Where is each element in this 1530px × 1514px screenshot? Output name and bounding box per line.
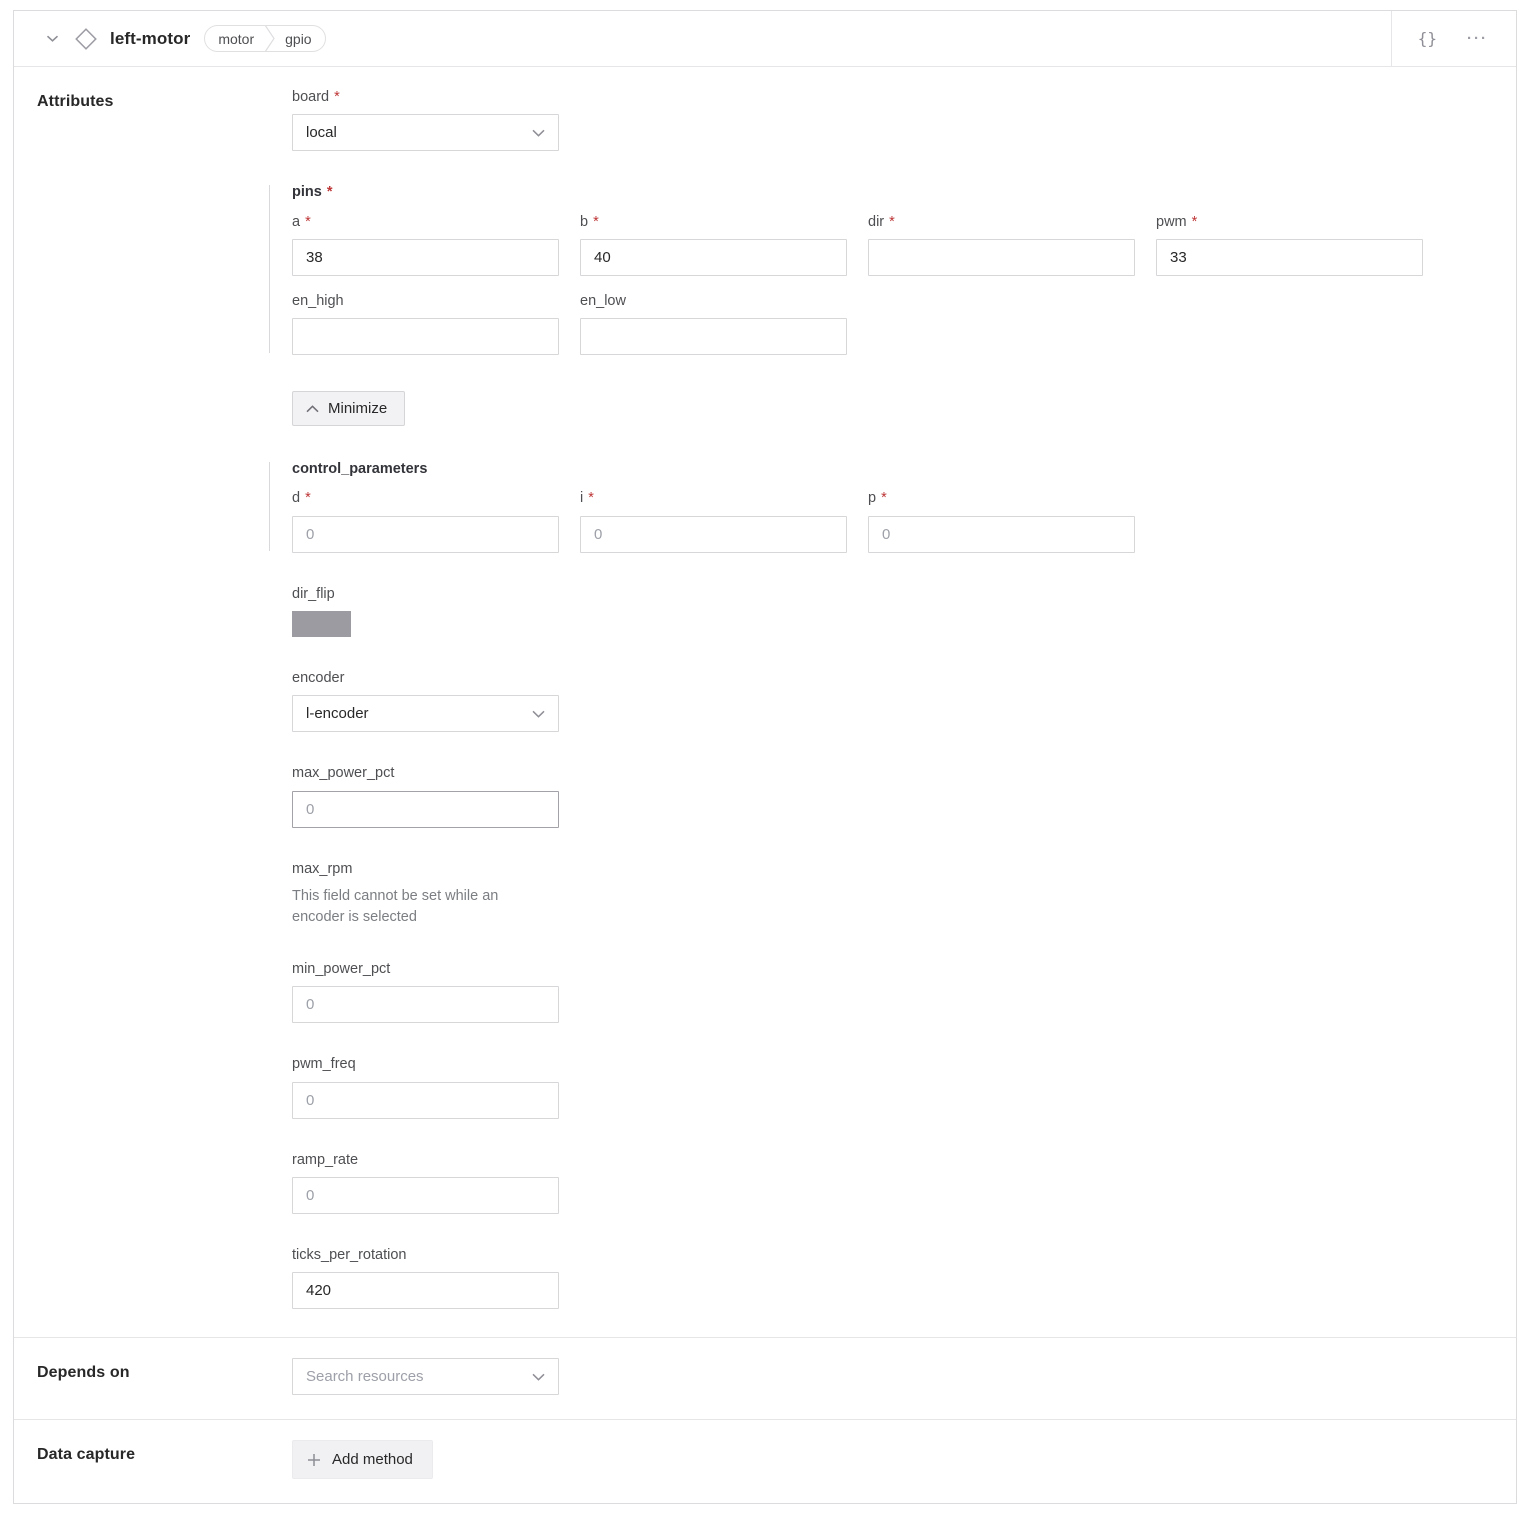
pin-b-input[interactable] (580, 239, 847, 276)
pin-pwm-input[interactable] (1156, 239, 1423, 276)
cp-d-label: d * (292, 488, 559, 508)
pin-pwm-label: pwm * (1156, 212, 1423, 232)
max-rpm-helper-text: This field cannot be set while an encoder is selected (292, 887, 499, 925)
pin-en-low-input[interactable] (580, 318, 847, 355)
cp-d-field (292, 488, 559, 552)
ramp-rate-input[interactable] (292, 1177, 559, 1214)
ticks-per-rotation-group (292, 1245, 1492, 1309)
chevron-down-icon (46, 34, 59, 43)
board-label: board * (292, 87, 1492, 107)
pwm-freq-label: pwm_freq (292, 1056, 356, 1073)
required-asterisk: * (1191, 213, 1198, 230)
chevron-down-icon (532, 710, 545, 718)
component-diamond-icon (75, 28, 97, 50)
component-type-badge (204, 25, 325, 52)
max-power-pct-label: max_power_pct (292, 765, 395, 782)
required-asterisk: * (588, 490, 594, 507)
component-model-label: gpio (285, 30, 312, 47)
minimize-button[interactable] (292, 391, 405, 426)
cp-i-field (580, 488, 847, 552)
encoder-select-value: l-encoder (306, 705, 369, 723)
ticks-per-rotation-label: ticks_per_rotation (292, 1246, 407, 1263)
chevron-down-icon (532, 129, 545, 137)
required-asterisk: * (889, 213, 895, 230)
pin-b-field (580, 212, 847, 276)
pin-pwm-field (1156, 212, 1423, 276)
required-asterisk: * (593, 213, 599, 230)
add-method-button-label: Add method (332, 1451, 413, 1469)
control-parameters-label: control_parameters (292, 461, 428, 478)
board-field-group (292, 87, 1492, 151)
pin-en-high-input[interactable] (292, 318, 559, 355)
pin-en-low-label: en_low (580, 292, 626, 309)
dir-flip-group (292, 584, 1492, 637)
add-method-button[interactable] (292, 1440, 433, 1479)
pins-label: pins * (292, 182, 1492, 202)
collapse-card-button[interactable] (44, 32, 61, 45)
depends-on-search-select[interactable] (292, 1358, 559, 1395)
encoder-field-group (292, 668, 1492, 732)
cp-i-input[interactable] (580, 516, 847, 553)
pin-a-input[interactable] (292, 239, 559, 276)
component-card-header (14, 11, 1516, 67)
component-name: left-motor (110, 28, 191, 48)
attributes-section (14, 67, 1516, 1337)
badge-separator (264, 26, 275, 51)
pin-b-label: b * (580, 212, 847, 232)
component-card (13, 10, 1517, 1504)
min-power-pct-group (292, 959, 1492, 1023)
pin-a-field (292, 212, 559, 276)
required-asterisk: * (326, 184, 333, 201)
min-power-pct-input[interactable] (292, 986, 559, 1023)
pin-dir-label: dir * (868, 212, 1135, 232)
ticks-per-rotation-input[interactable] (292, 1272, 559, 1309)
dir-flip-label: dir_flip (292, 585, 335, 602)
ramp-rate-group (292, 1150, 1492, 1214)
max-power-pct-input[interactable] (292, 791, 559, 828)
pwm-freq-input[interactable] (292, 1082, 559, 1119)
required-asterisk: * (881, 490, 887, 507)
control-parameters-group (292, 459, 1492, 553)
pin-en-high-label: en_high (292, 292, 344, 309)
pin-dir-field (868, 212, 1135, 276)
required-asterisk: * (305, 490, 311, 507)
max-power-pct-group (292, 763, 1492, 827)
min-power-pct-label: min_power_pct (292, 961, 391, 977)
cp-p-input[interactable] (868, 516, 1135, 553)
cp-p-field (868, 488, 1135, 552)
required-asterisk: * (334, 89, 340, 105)
minimize-button-label: Minimize (328, 400, 388, 418)
board-select-value: local (306, 124, 337, 142)
chevron-up-icon (306, 405, 319, 413)
depends-on-section-title: Depends on (37, 1364, 130, 1382)
max-rpm-label: max_rpm (292, 860, 353, 877)
chevron-down-icon (532, 1373, 545, 1381)
pin-dir-input[interactable] (868, 239, 1135, 276)
pin-a-label: a * (292, 212, 559, 232)
required-asterisk: * (305, 213, 311, 230)
cp-i-label: i * (580, 488, 847, 508)
depends-on-section (14, 1337, 1516, 1419)
data-capture-section (14, 1419, 1516, 1503)
plus-icon (307, 1453, 321, 1467)
board-select[interactable] (292, 114, 559, 151)
ellipsis-icon: ··· (1467, 30, 1488, 47)
pwm-freq-group (292, 1054, 1492, 1118)
braces-icon: {} (1417, 28, 1437, 48)
ramp-rate-label: ramp_rate (292, 1151, 359, 1168)
attributes-section-title: Attributes (37, 93, 114, 110)
dir-flip-toggle[interactable] (292, 611, 351, 637)
view-json-button[interactable] (1417, 28, 1437, 48)
max-rpm-group (292, 859, 1492, 928)
pin-en-high-field (292, 291, 559, 355)
encoder-select[interactable] (292, 695, 559, 732)
cp-p-label: p * (868, 488, 1135, 508)
encoder-label: encoder (292, 670, 345, 687)
data-capture-section-title: Data capture (37, 1446, 136, 1464)
pins-field-group (292, 182, 1492, 355)
pin-en-low-field (580, 291, 847, 355)
header-actions (1391, 11, 1516, 66)
cp-d-input[interactable] (292, 516, 559, 553)
component-type-label: motor (218, 30, 255, 47)
depends-on-search-placeholder: Search resources (306, 1368, 424, 1386)
card-menu-button[interactable] (1467, 31, 1488, 46)
